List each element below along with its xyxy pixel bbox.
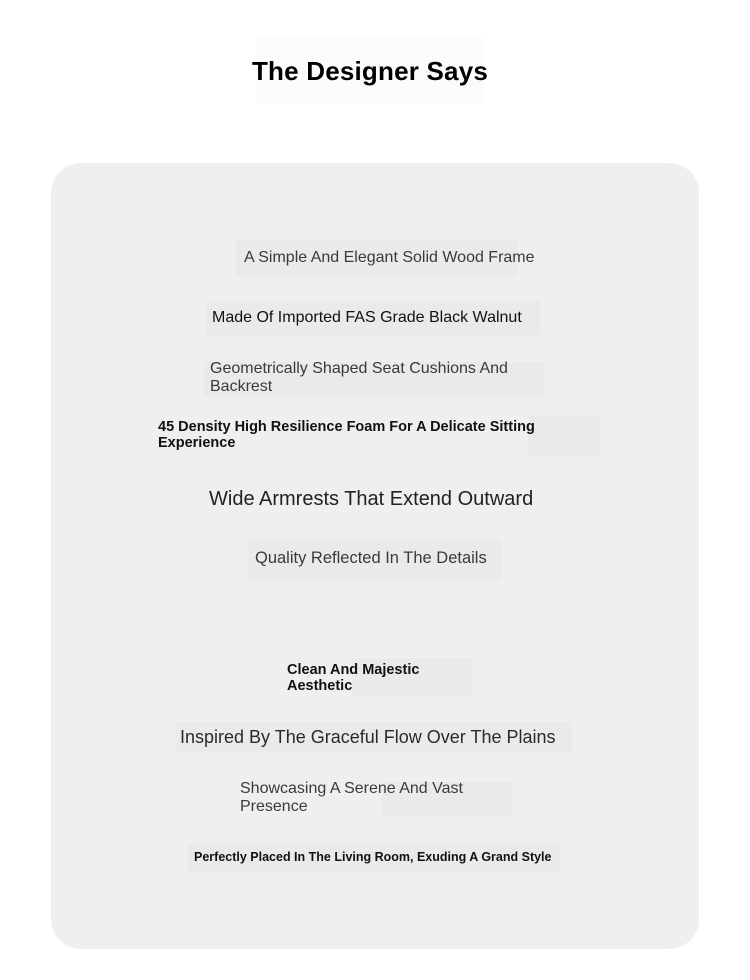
feature-line: Showcasing A Serene And Vast Presence — [240, 780, 463, 815]
feature-line: 45 Density High Resilience Foam For A Delicate Sitting Experience — [158, 419, 535, 452]
feature-line: Wide Armrests That Extend Outward — [209, 488, 534, 510]
text-highlight — [528, 416, 600, 456]
feature-line: A Simple And Elegant Solid Wood Frame — [244, 249, 535, 266]
feature-line: Clean And Majestic Aesthetic — [287, 662, 420, 695]
feature-line: Perfectly Placed In The Living Room, Exuding A Grand Style — [194, 850, 552, 864]
title-block — [251, 38, 489, 104]
feature-line: Geometrically Shaped Seat Cushions And Backrest — [210, 360, 508, 395]
feature-line: Quality Reflected In The Details — [255, 549, 487, 567]
feature-line: Made Of Imported FAS Grade Black Walnut — [212, 309, 522, 326]
page-title: The Designer Says — [251, 55, 489, 86]
feature-line: Inspired By The Graceful Flow Over The Plains — [180, 727, 556, 747]
